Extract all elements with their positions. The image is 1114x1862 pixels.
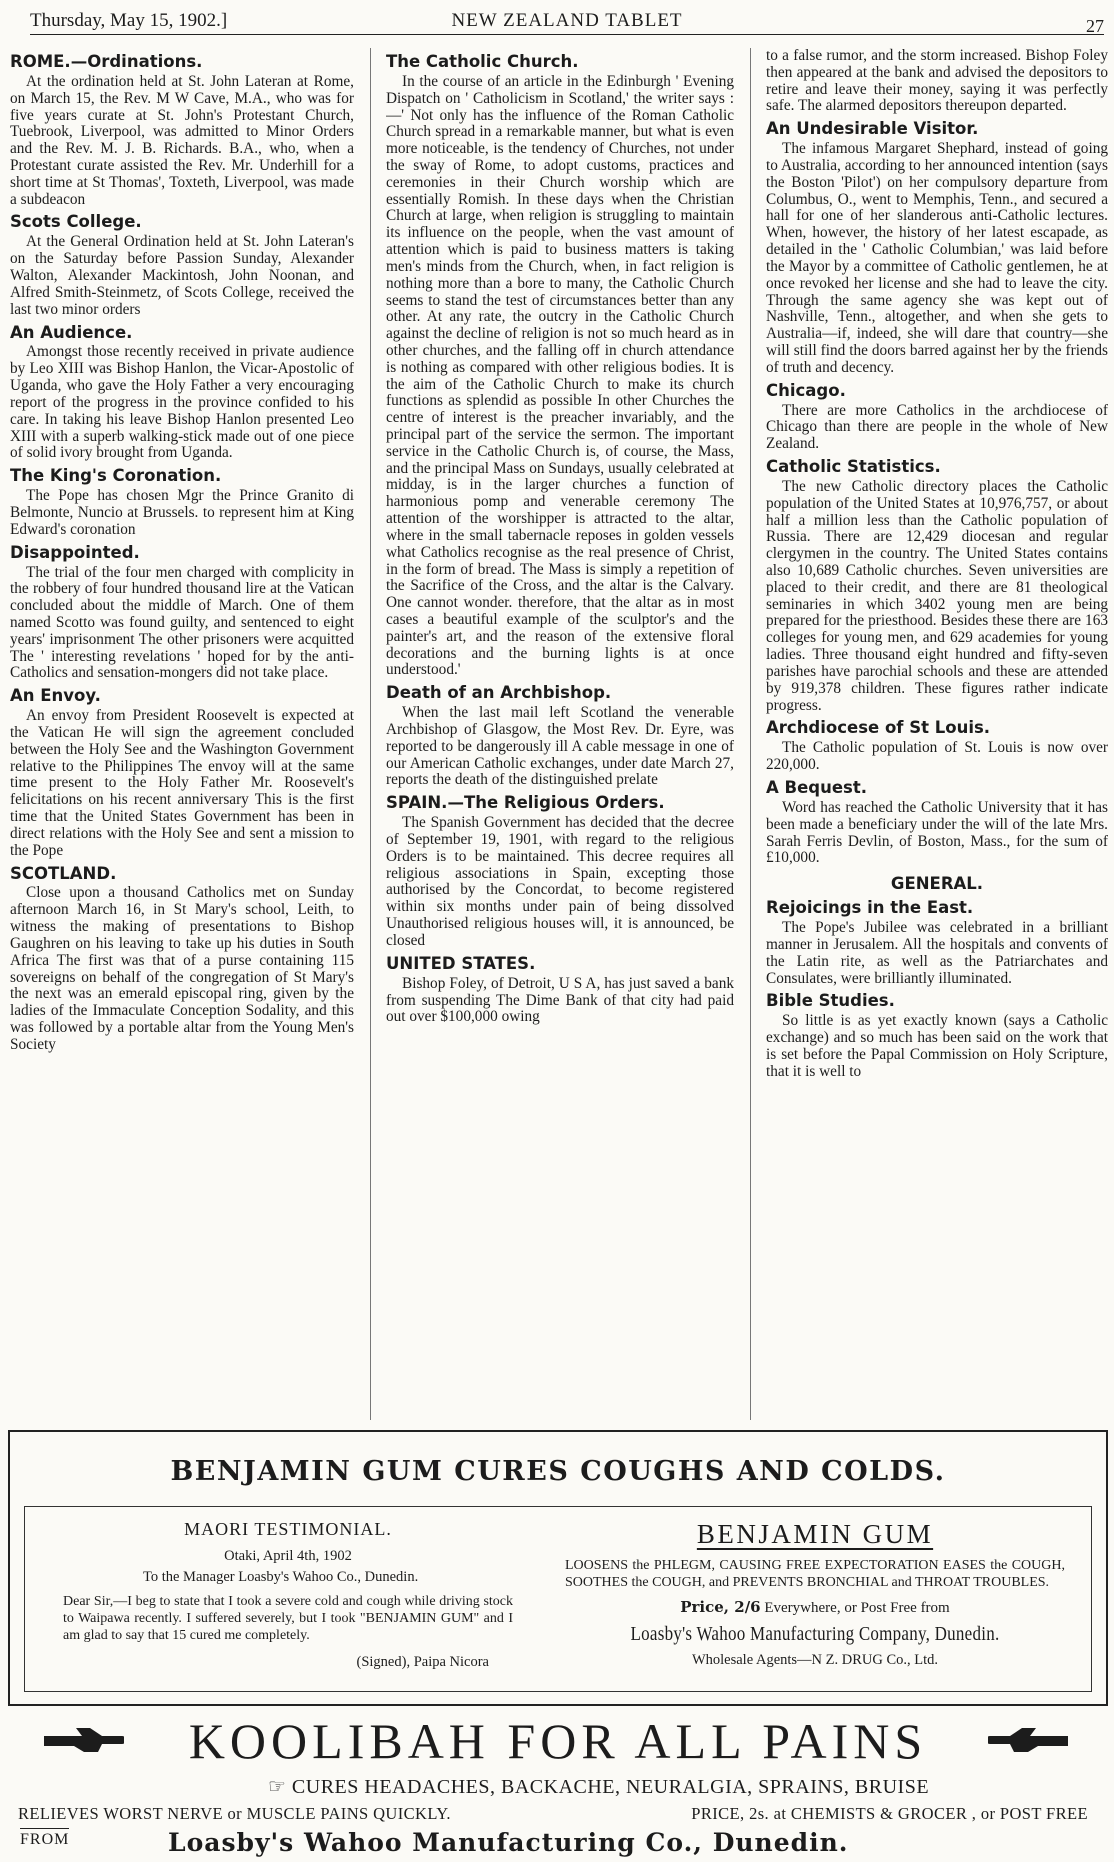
column-1 (10, 48, 354, 1420)
article-heading: Catholic Statistics. (766, 457, 941, 476)
article-paragraph: There are more Catholics in the archdiocese of Chicago than there are people in the whole of New Zealand. (766, 401, 1108, 453)
column-2 (386, 48, 734, 1420)
price-rest: Everywhere, or Post Free from (764, 1599, 950, 1616)
article-heading: Scots College. (10, 212, 142, 232)
article-heading: UNITED STATES. (386, 953, 536, 973)
article-paragraph: The Pope's Jubilee was celebrated in a brilliant manner in Jerusalem. All the hospitals and convents of the Latin rite, as well as the Patriarchates and Consulates, were brilliantly illuminated. (766, 919, 1108, 987)
article-paragraph: The new Catholic directory places the Catholic population of the United States at 10,976,757, or about half a million less than the Catholic population of Russia. There are 12,429 diocesan and regular clergymen in the country. The United States contains also 10,689 Catholic churches. Seven universities are placed to their credit, and there are 81 theological seminaries in which 3402 young men are being prepared for the priesthood. Besides these there are 163 colleges for young men, and 629 academies for young ladies. Three thousand eight hundred and fifty-seven parishes have parochial schools and these are attended by 919,378 children. These figures rather indicate progress. (766, 477, 1108, 714)
product-panel (565, 1519, 1065, 1669)
article-heading: An Undesirable Visitor. (766, 119, 979, 139)
product-price (565, 1598, 1065, 1617)
article-paragraph: Word has reached the Catholic University that it has been made a beneficiary under the will of the late Mrs. Sarah Ferris Devlin, of Boston, Mass., for the sum of £10,000. (766, 798, 1108, 867)
article-heading: ROME.—Ordinations. (10, 52, 203, 71)
koolibah-advertisement (8, 1713, 1108, 1857)
koolibah-cures: ☞ CURES HEADACHES, BACKACHE, NEURALGIA, SPRAINS, BRUISE (268, 1776, 930, 1798)
masthead: NEW ZEALAND TABLET (451, 10, 683, 31)
testimonial (63, 1519, 513, 1671)
article-heading: The King's Coronation. (10, 466, 222, 486)
article-paragraph: Amongst those recently received in private audience by Leo XIII was Bishop Hanlon, the Vicar-Apostolic of Uganda, who gave the Holy Father a very encouraging report of the progress in the province confided to his care. In taking his leave Bishop Hanlon presented Leo XIII with a superb walking-stick made out of one piece of solid ivory brought from Uganda. (10, 343, 354, 462)
article-paragraph: Bishop Foley, of Detroit, U S A, has just saved a bank from suspending The Dime Bank of that city had paid out over $100,000 owing (386, 974, 734, 1026)
article-heading: An Envoy. (10, 686, 101, 706)
koolibah-maker: Loasby's Wahoo Manufacturing Co., Dunedin. (168, 1828, 849, 1857)
article-paragraph: Close upon a thousand Catholics met on Sunday afternoon March 16, in St Mary's school, Leith, to witness the making of presentations to Bishop Gaughren on his leaving to take up his duties in South Africa The first was that of a purse containing 115 sovereigns on behalf of the congregation of St Mary's the next was an emerald episcopal ring, given by the ladies of the Immaculate Conception Sodality, and this was followed by a portable altar from the Young Men's Society (10, 884, 354, 1053)
article-paragraph: to a false rumor, and the storm increased. Bishop Foley then appeared at the bank and advised the depositors to retire and leave their money, saying it was perfectly safe. The alarmed depositors thereupon departed. (766, 48, 1108, 115)
product-claims: LOOSENS the PHLEGM, CAUSING FREE EXPECTORATION EASES the COUGH, SOOTHES the COUGH, and PREVENTS BRONCHIAL and THROAT TROUBLES. (565, 1558, 1065, 1590)
article-heading: SCOTLAND. (10, 863, 117, 883)
wholesale-agents: Wholesale Agents—N Z. DRUG Co., Ltd. (691, 1651, 939, 1668)
ad-headline: BENJAMIN GUM CURES COUGHS AND COLDS. (170, 1456, 946, 1487)
article-paragraph: An envoy from President Roosevelt is expected at the Vatican He will sign the agreement concluded between the Holy See and the Washington Government relative to the Philippines The envoy will at the same time present to the Holy Father Mr. Roosevelt's felicitations on his recent anniversary This is the first time that the United States Government has been in direct relations with the Holy See and sent a mission to the Pope (10, 707, 354, 859)
issue-date: Thursday, May 15, 1902.] (30, 10, 228, 31)
product-maker: Loasby's Wahoo Manufacturing Company, Dunedin. (630, 1622, 1000, 1645)
article-paragraph: At the General Ordination held at St. John Lateran's on the Saturday before Passion Sunday, Alexander Walton, Alexander Mackintosh, John Noonan, and Alfred Smith-Steinmetz, of Scots College, received the last two minor orders (10, 233, 354, 318)
article-paragraph: The Catholic population of St. Louis is now over 220,000. (766, 739, 1108, 774)
article-paragraph: The infamous Margaret Shephard, instead of going to Australia, according to her announced intention (says the Boston 'Pilot') on her compulsory departure from Columbus, O., went to Memphis, Tenn., and secured a hall for one of her slanderous anti-Catholic lectures. When, however, the history of her latest escapade, as detailed in the ' Catholic Columbian,' was laid before the Mayor by a committee of Catholic gentlemen, he at once revoked her license and she had to leave the city. Through the same agency she was kept out of Nashville, Tenn., altogether, and when she gets to Australia—if, indeed, she will dare that country—she will still find the doors barred against her by the friends of truth and decency. (766, 140, 1108, 376)
testimonial-addressee: To the Manager Loasby's Wahoo Co., Dunedin. (143, 1569, 419, 1585)
article-paragraph: So little is as yet exactly known (says a Catholic exchange) and so much has been said on the work that is set before the Papal Commission on Holy Scripture, that it is well to (766, 1012, 1108, 1080)
article-paragraph: The Spanish Government has decided that the decree of September 19, 1901, with regard to the religious Orders is to be maintained. This decree requires all religious associations in Spain, excepting those authorised by the Concordat, to become registered within six months under pain of being dissolved Unauthorised religious houses will, it is announced, be closed (386, 814, 734, 949)
column-rule (370, 48, 371, 1420)
article-heading: Bible Studies. (766, 991, 895, 1011)
testimonial-title: MAORI TESTIMONIAL. (184, 1519, 392, 1539)
article-paragraph: At the ordination held at St. John Lateran at Rome, on March 15, the Rev. M W Cave, M.A., who was for five years curate at St. John's Protestant Church, Tuebrook, Liverpool, was admitted to Minor Orders and the Rev. M. J. B. Richards. B.A., who, when a Protestant curate assisted the Rev. Mr. Underhill for a short time at St Thomas', Toxteth, Liverpool, was made a subdeacon (10, 72, 354, 208)
testimonial-body: Dear Sir,—I beg to state that I took a severe cold and cough while driving stock to Waipawa recently. I suffered severely, but I took "BENJAMIN GUM" and I am glad to say that 15 cured me completely. (63, 1594, 513, 1643)
article-heading: Death of an Archbishop. (386, 683, 612, 703)
article-heading: SPAIN.—The Religious Orders. (386, 793, 665, 813)
page-number: 27 (1086, 16, 1104, 36)
koolibah-relieves: RELIEVES WORST NERVE or MUSCLE PAINS QUICKLY. (18, 1804, 451, 1823)
koolibah-from: FROM (20, 1828, 69, 1849)
ad-inner-box (24, 1506, 1092, 1692)
article-heading: Chicago. (766, 380, 846, 400)
article-paragraph: When the last mail left Scotland the venerable Archbishop of Glasgow, the Most Rev. Dr. Eyre, was reported to be dangerously ill A cable message in one of our American Catholic exchanges, under date March 27, reports the death of the distinguished prelate (386, 704, 734, 789)
article-heading: GENERAL. (890, 874, 984, 894)
article-heading: The Catholic Church. (386, 52, 579, 71)
column-3 (766, 48, 1108, 1420)
article-paragraph: The Pope has chosen Mgr the Prince Granito di Belmonte, Nuncio at Brussels. to represent him at King Edward's coronation (10, 487, 354, 538)
testimonial-date: Otaki, April 4th, 1902 (224, 1548, 352, 1564)
article-heading: Archdiocese of St Louis. (766, 718, 991, 738)
pointing-hand-left-icon (988, 1724, 1070, 1758)
article-heading: An Audience. (10, 322, 133, 342)
article-heading: A Bequest. (766, 777, 868, 797)
column-rule (750, 48, 751, 1420)
koolibah-price: PRICE, 2s. at CHEMISTS & GROCER , or POST FREE (691, 1804, 1088, 1823)
product-brand: BENJAMIN GUM (696, 1519, 934, 1549)
article-heading: Disappointed. (10, 542, 140, 562)
testimonial-signature: (Signed), Paipa Nicora (356, 1654, 489, 1671)
page-header (30, 8, 1104, 35)
koolibah-headline: KOOLIBAH FOR ALL PAINS (188, 1713, 928, 1769)
price-label: Price, 2/6 (680, 1597, 761, 1616)
article-heading: Rejoicings in the East. (766, 898, 974, 918)
benjamin-gum-advertisement (8, 1430, 1108, 1706)
article-paragraph: The trial of the four men charged with complicity in the robbery of four hundred thousand lire at the Vatican concluded about the middle of March. One of them named Scotto was found guilty, and sentenced to eight years' imprisonment The other prisoners were acquitted The ' interesting revelations ' hoped for by the anti-Catholics and sensation-mongers did not take place. (10, 563, 354, 682)
article-paragraph: In the course of an article in the Edinburgh ' Evening Dispatch on ' Catholicism in Scotland,' the writer says :—' Not only has the influence of the Roman Catholic Church spread in a remarkable manner, but what is even more noticeable, is the tendency of Churches, not under the sway of Rome, to adopt customs, practices and ceremonies in their Church worship which are essentially Romish. In these days when the Christian Church at large, when religion is struggling to maintain its influence on the people, when the vast amount of attention which is paid to business matters is taking men's minds from the Church, when, in fact religion is nothing more than a bore to many, the Catholic Church seems to stand the test of circumstances better than any other. At any rate, the outcry in the Catholic Church against the decline of religion is not so much heard as in other churches, and the falling off in church attendance is nothing as compared with other religious bodies. It is the aim of the Catholic Church to make its church functions as splendid as possible In other Churches the centre of interest is the preacher invariably, and the principal part of the service the sermon. The important service in the Catholic Church is, of course, the Mass, and the principal Mass on Sundays, usually celebrated at midday, is in the larger churches a function of harmonious pomp and venerable ceremony The attention of the worshipper is attracted to the altar, where in the small tabernacle reposes in golden vessels what Catholics recognise as the real presence of Christ, in the form of bread. The Mass is simply a repetition of the Sacrifice of the Cross, and the altar is the Calvary. One cannot wonder. therefore, that the altar as in most cases a beautiful example of the sculptor's and the painter's art, and the reason of the extensive floral decorations and the burning lights is at once understood.' (386, 72, 734, 679)
